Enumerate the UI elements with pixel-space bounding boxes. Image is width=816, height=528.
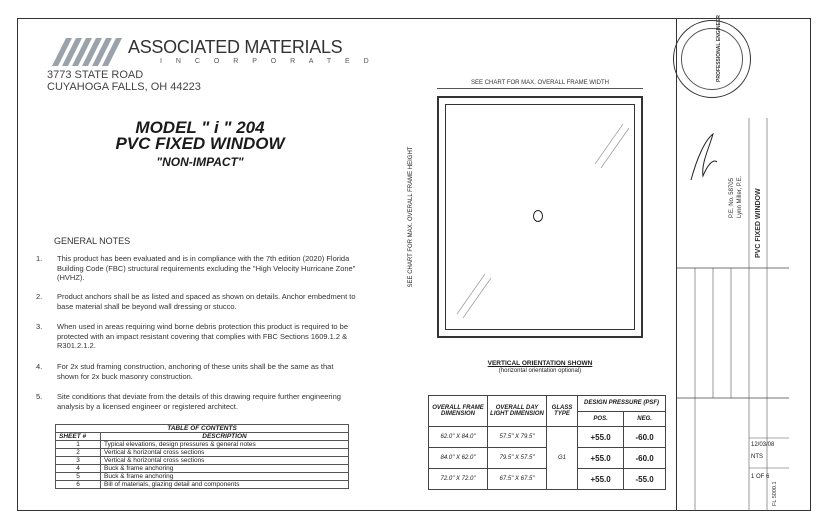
note-number: 3.	[36, 322, 43, 331]
neg-pressure: -60.0	[624, 427, 666, 448]
toc-desc: Typical elevations, design pressures & general notes	[101, 441, 349, 449]
product-title: PVC FIXED WINDOW	[115, 134, 285, 153]
table-row	[56, 441, 349, 449]
toc-sheet: 3	[56, 457, 101, 465]
table-row	[56, 481, 349, 489]
toc-sheet: 2	[56, 449, 101, 457]
toc-sheet: 4	[56, 465, 101, 473]
table-row	[56, 449, 349, 457]
toc-sheet: 1	[56, 441, 101, 449]
address-line-1: 3773 STATE ROAD	[47, 69, 144, 81]
dlo-dim: 67.5" X 67.5"	[488, 469, 547, 490]
company-name: ASSOCIATED MATERIALS	[128, 37, 343, 57]
tb-engineer-name: Lynn Miller, P.E.	[737, 175, 743, 218]
toc-desc: Buck & frame anchoring	[101, 473, 349, 481]
company-address	[47, 69, 201, 93]
neg-pressure: -55.0	[624, 469, 666, 490]
frame-dim: 84.0" X 62.0"	[429, 448, 488, 469]
note-number: 1.	[36, 254, 43, 263]
seal-text: PROFESSIONAL ENGINEER	[716, 15, 722, 82]
note-text: This product has been evaluated and is in compliance with the 7th edition (2020) Florida Building Code (FBC) structural requirements excluding the "High Velocity Hurricane Zone" (HVHZ).	[57, 254, 356, 282]
table-row	[56, 473, 349, 481]
tb-engineer-license: P.E. No. 58705	[729, 178, 735, 218]
address-line-2: CUYAHOGA FALLS, OH 44223	[47, 81, 201, 93]
col-glass-type: GLASS TYPE	[547, 396, 578, 427]
toc-title: TABLE OF CONTENTS	[56, 425, 349, 433]
note-text: Product anchors shall be as listed and spaced as shown on details. Anchor embedment to base material shall be beyond wall dressing or stucco.	[57, 292, 356, 311]
orientation-subcaption: (horizontal orientation optional)	[498, 368, 582, 374]
dlo-dim: 57.5" X 79.5"	[488, 427, 547, 448]
company-subname: I N C O R P O R A T E D	[160, 58, 375, 65]
note-text: When used in areas requiring wind borne debris protection this product is required to be protected with an impact resistant covering that complies with FBC Sections 1609.1.2 & R301.2.1.2.	[57, 322, 348, 350]
tb-scale: NTS	[751, 454, 763, 460]
col-pos: POS.	[578, 411, 624, 427]
elevation-marker	[533, 210, 543, 222]
tb-dwg-no: FL 5000.1	[772, 481, 778, 506]
frame-dim: 62.0" X 84.0"	[429, 427, 488, 448]
toc-desc: Buck & frame anchoring	[101, 465, 349, 473]
engineer-signature	[683, 128, 723, 188]
neg-pressure: -60.0	[624, 448, 666, 469]
table-row	[429, 427, 666, 448]
width-dimension-label: SEE CHART FOR MAX. OVERALL FRAME WIDTH	[471, 80, 609, 86]
toc-col-description: DESCRIPTION	[101, 433, 349, 441]
table-of-contents	[55, 424, 349, 489]
width-dimension-line	[437, 88, 643, 89]
tb-date: 12/03/08	[751, 442, 775, 448]
company-logo	[52, 38, 128, 66]
pos-pressure: +55.0	[578, 427, 624, 448]
col-day-light: OVERALL DAY LIGHT DIMENSION	[488, 396, 547, 427]
toc-sheet: 6	[56, 481, 101, 489]
note-text: For 2x stud framing construction, anchoring of these units shall be the same as that shown for 2x buck masonry construction.	[57, 362, 334, 381]
toc-desc: Vertical & horizontal cross sections	[101, 449, 349, 457]
dlo-dim: 79.5" X 57.5"	[488, 448, 547, 469]
note-number: 5.	[36, 392, 43, 401]
orientation-caption: VERTICAL ORIENTATION SHOWN	[487, 360, 593, 367]
model-title: MODEL " i " 204	[135, 118, 265, 137]
pos-pressure: +55.0	[578, 448, 624, 469]
toc-col-sheet: SHEET #	[56, 433, 101, 441]
table-row	[56, 465, 349, 473]
engineer-seal-inner	[681, 28, 743, 90]
impact-rating: "NON-IMPACT"	[156, 155, 244, 169]
tb-sheet: 1 OF 6	[751, 474, 770, 480]
note-text: Site conditions that deviate from the details of this drawing require further engineering analysis by a licensed engineer or registered architect.	[57, 392, 341, 411]
toc-desc: Bill of materials, glazing detail and components	[101, 481, 349, 489]
frame-dim: 72.0" X 72.0"	[429, 469, 488, 490]
tb-drawing-title: PVC FIXED WINDOW	[755, 188, 762, 258]
col-design-pressure: DESIGN PRESSURE (PSF)	[578, 396, 666, 412]
table-row	[56, 457, 349, 465]
design-pressure-table	[428, 395, 666, 490]
toc-sheet: 5	[56, 473, 101, 481]
col-neg: NEG.	[624, 411, 666, 427]
general-notes-heading: GENERAL NOTES	[54, 236, 131, 246]
glass-type: G1	[547, 427, 578, 490]
pos-pressure: +55.0	[578, 469, 624, 490]
toc-desc: Vertical & horizontal cross sections	[101, 457, 349, 465]
note-number: 4.	[36, 362, 43, 371]
note-number: 2.	[36, 292, 43, 301]
col-overall-frame: OVERALL FRAME DIMENSION	[429, 396, 488, 427]
height-dimension-label: SEE CHART FOR MAX. OVERALL FRAME HEIGHT	[408, 146, 414, 288]
